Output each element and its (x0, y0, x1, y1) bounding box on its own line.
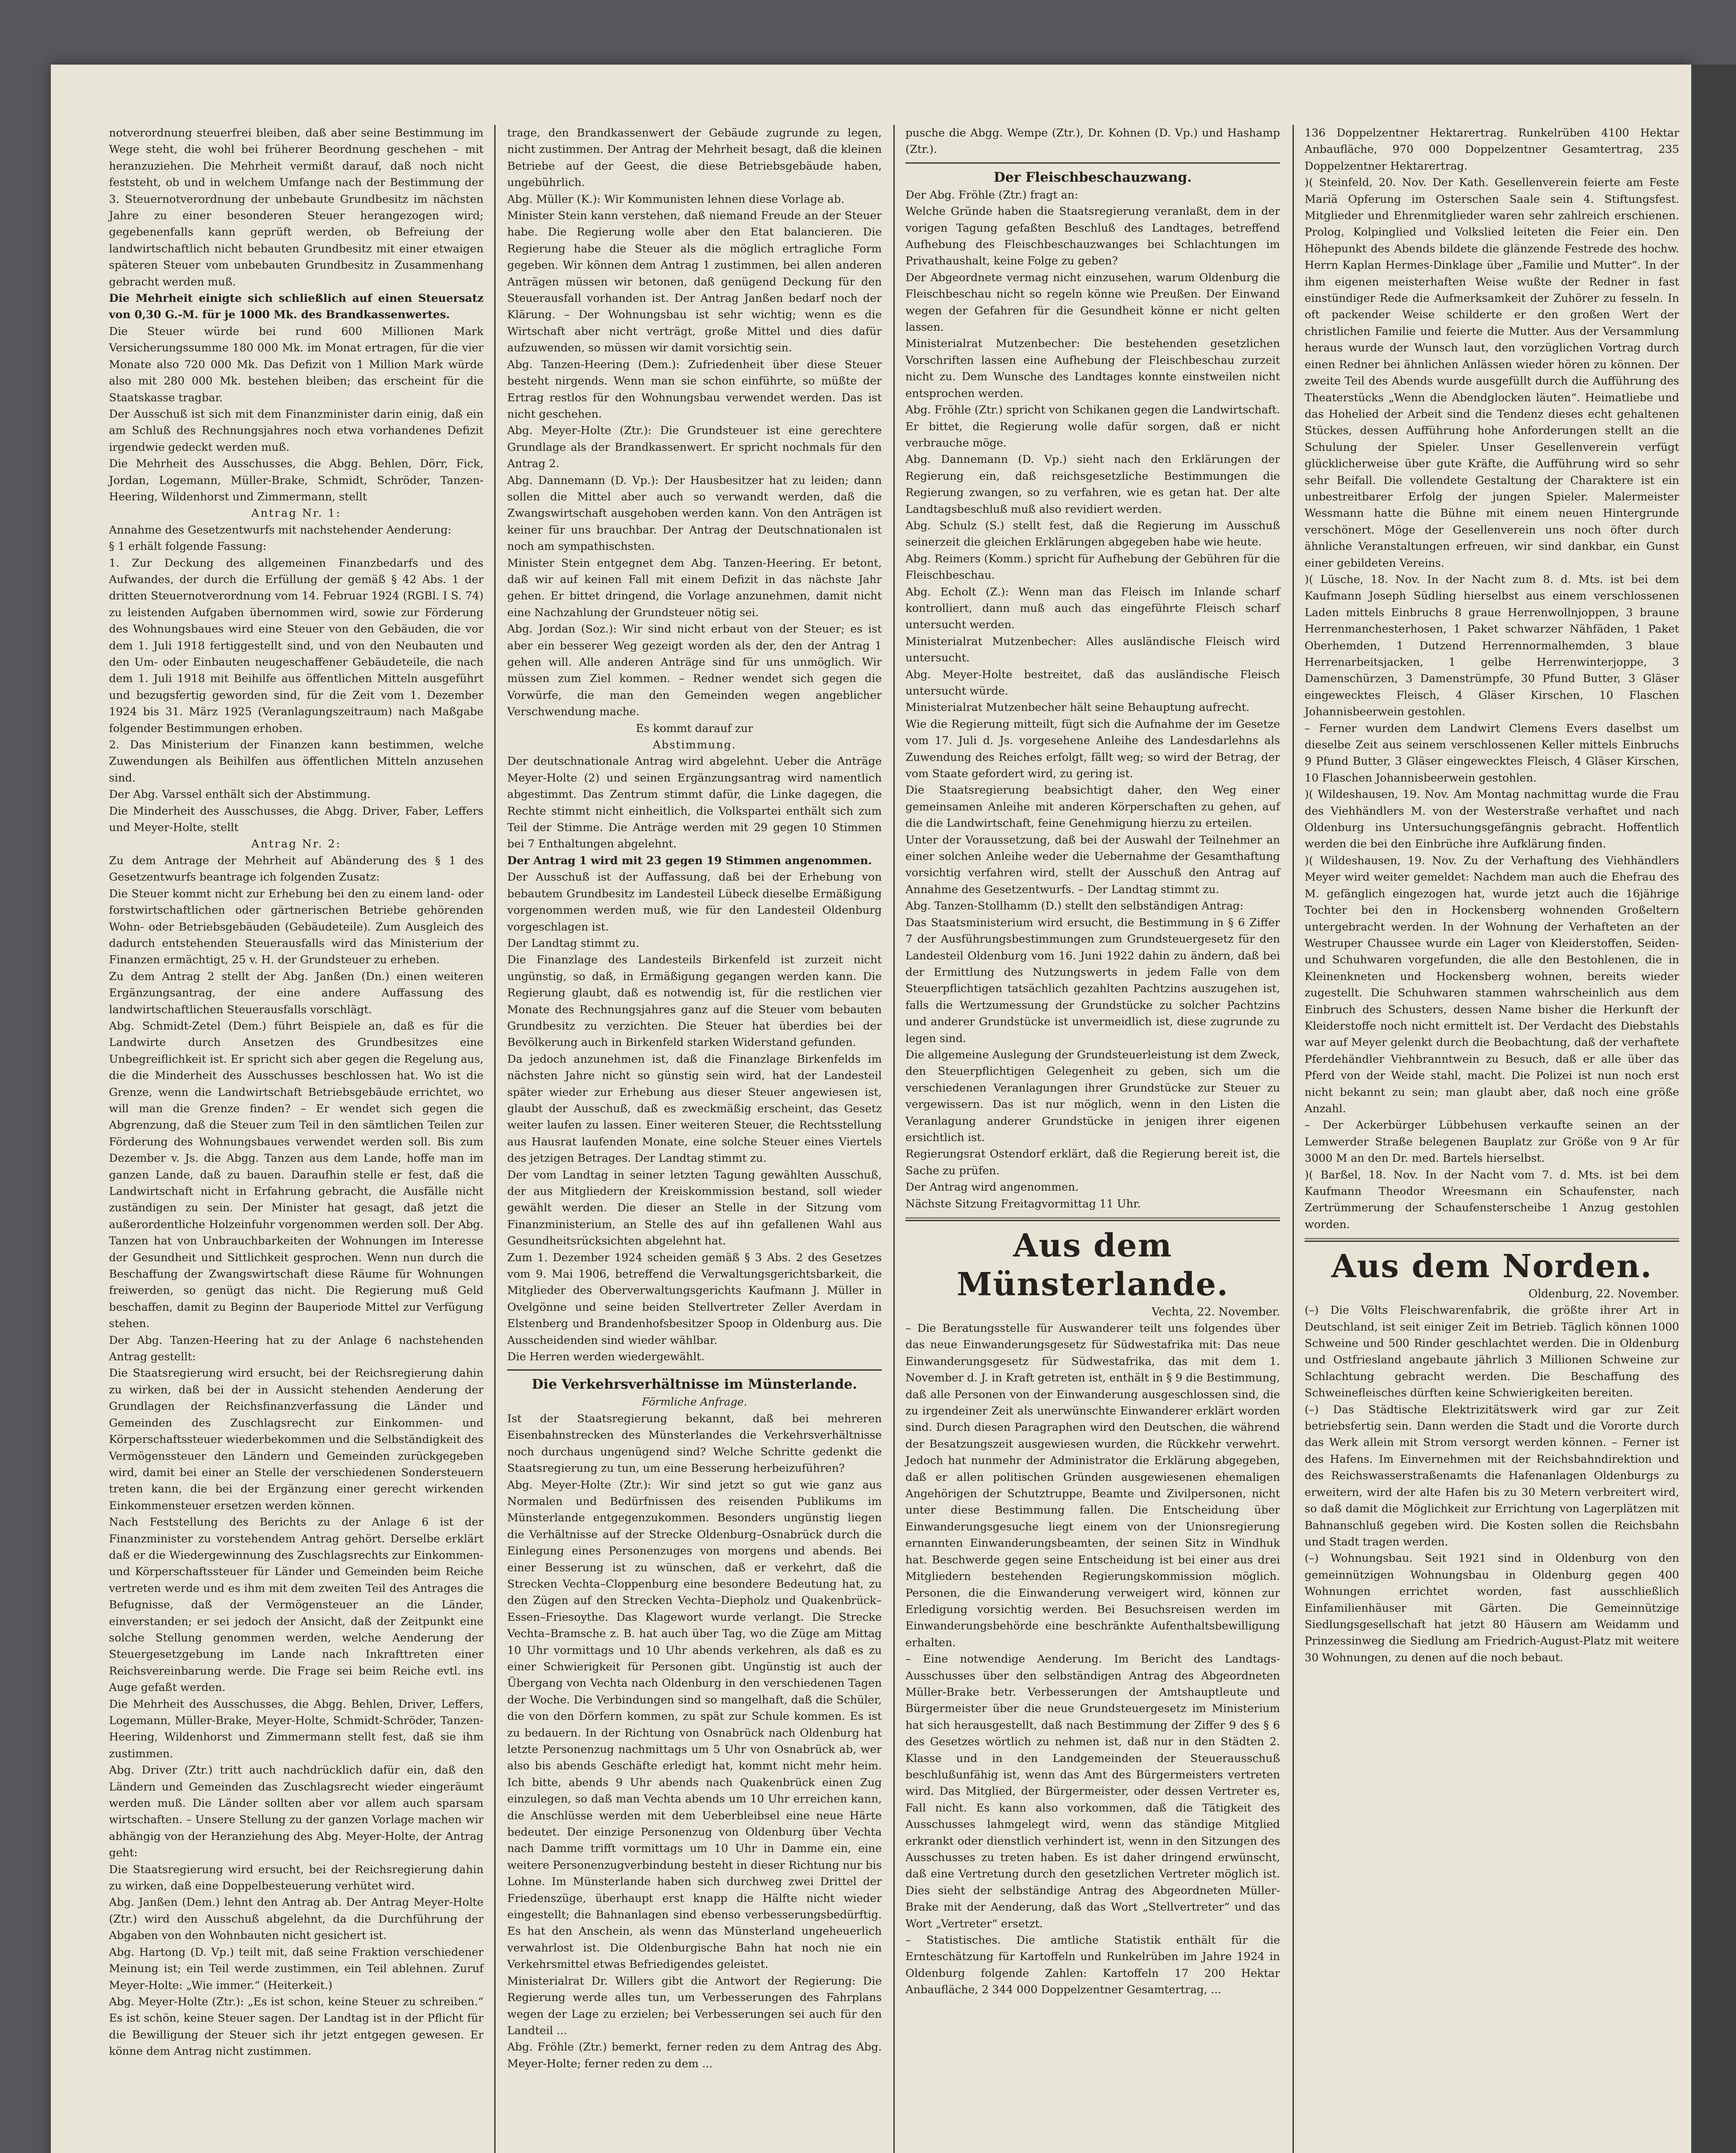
paragraph: Die Herren werden wiedergewählt. (507, 1350, 705, 1364)
paragraph: Der Abgeordnete vermag nicht einzusehen, warum Oldenburg die Fleischbeschau nicht so regeln könne wie Preußen. Der Einwand wegen der Gefahren für die Gesundheit könne er nicht gelten lassen. (905, 271, 1280, 334)
paragraph: Abg. Dannemann (D. Vp.) sieht nach den Erklärungen der Regierung ein, daß reichsgesetzliche Bestimmungen die Regierung zwangen, so zu verfahren, wie es getan hat. Der alte Landtagsbeschluß muß also revidiert werden. (905, 453, 1280, 516)
paragraph: Annahme des Gesetzentwurfs mit nachstehender Aenderung: (109, 523, 452, 537)
paragraph: Die Steuer kommt nicht zur Erhebung bei den zu einem land- oder forstwirtschaftlichen oder gärtnerischen Betriebe gehörenden Wohn- oder Betriebsgebäuden (Gebäudeteile). Zum Ausgleich des dadurch entstehenden Steuerausfalls wird das Ministerium der Finanzen ermächtigt, 25 v. H. der Grundsteuer zu erheben. (109, 887, 484, 967)
paragraph: – Statistisches. Die amtliche Statistik enthält für die Ernteschätzung für Kartoffeln und Runkelrüben im Jahre 1924 in Oldenburg folgende Zahlen: Kartoffeln 17 200 Hektar Anbaufläche, 2 344 000 Doppelzentner Gesamtertrag, ... (905, 1934, 1280, 1997)
section-heading: Die Verkehrsverhältnisse im Münsterlande. (532, 1377, 857, 1393)
section-heading: Aus dem Münsterlande. (957, 1227, 1229, 1303)
separator-line (507, 1369, 882, 1371)
subheading: Antrag Nr. 2: (251, 838, 341, 851)
paragraph: Abg. Schmidt-Zetel (Dem.) führt Beispiele an, daß es für die Landwirte durch Ansetzen des Grundbesitzes eine Unbegreiflichkeit ist. Er spricht sich aber gegen die Regelung aus, die die Minderheit des Ausschusses beschlossen hat. Wo ist die Grenze, wenn die Landwirtschaft Betriebsgebäude errichtet, wo will man die Grenze finden? – Er wendet sich gegen die Abgrenzung, daß die Steuer zum Teil in den sämtlichen Teilen zur Förderung des Wohnungsbaues verwendet werden soll. Bis zum Dezember v. Js. die Abgg. Tanzen aus dem Lande, hoffe man im ganzen Lande, daß zu bauen. Daraufhin stelle er fest, daß die Landwirtschaft nicht in Erfahrung gebracht, die Ausfälle nicht zuständigen zu sein. Der Minister hat gesagt, daß jetzt die außerordentliche Holzeinfuhr vorgenommen werden soll. Der Abg. Tanzen hat von Unbrauchbarkeiten der Wohnungen im Interesse der Gesundheit und Sittlichkeit gesprochen. Wenn nun durch die Beschaffung der Zwangswirtschaft diese Räume für Wohnungen freiwerden, so genügt das nicht. Die Regierung muß Geld beschaffen, damit zu Beginn der Bauperiode Mittel zur Verfügung stehen. (109, 1019, 484, 1331)
paragraph: Abg. Hartong (D. Vp.) teilt mit, daß seine Fraktion verschiedener Meinung ist; ein Teil werde zustimmen, ein Teil ablehnen. Zuruf Meyer-Holte: „Wie immer.“ (Heiterkeit.) (109, 1945, 484, 1992)
paragraph: Minister Stein entgegnet dem Abg. Tanzen-Heering. Er betont, daß wir auf keinen Fall mit einem Defizit in das nächste Jahr gehen. Er bittet dringend, die Vorlage anzunehmen, damit nicht eine Nachzahlung der Grundsteuer nötig sei. (507, 556, 882, 619)
paragraph: Abg. Schulz (S.) stellt fest, daß die Regierung im Ausschuß seinerzeit die gleichen Erklärungen abgegeben habe wie heute. (905, 519, 1280, 549)
dateline: Vechta, 22. November. (1151, 1306, 1280, 1318)
paragraph: Die allgemeine Auslegung der Grundsteuerleistung ist dem Zweck, den Steuerpflichtigen Gelegenheit zu geben, sich um die verschiedenen Veranlagungen ihrer Grundstücke zur Steuer zu vergewissern. Das ist nur möglich, wenn in den Listen die Veranlagung anderer Grundstücke in jenigen ihrer eigenen ersichtlich ist. (905, 1048, 1280, 1144)
separator-line (905, 162, 1280, 164)
paragraph: Abg. Tanzen-Stollhamm (D.) stellt den selbständigen Antrag: (905, 900, 1244, 913)
paragraph: Zum 1. Dezember 1924 scheiden gemäß § 3 Abs. 2 des Gesetzes vom 9. Mai 1906, betreffend die Verwaltungsgerichtsbarkeit, die Mitglieder des Oberverwaltungsgerichts Kaufmann J. Müller in Ovelgönne und seine beiden Stellvertreter Zeller Averdam in Elstenberg und Brandenhofsbesitzer Spoop in Oldenburg aus. Die Ausscheidenden sind wieder wählbar. (507, 1251, 882, 1347)
paragraph: Da jedoch anzunehmen ist, daß die Finanzlage Birkenfelds im nächsten Jahre nicht so günstig sein wird, hat der Landesteil später wieder zur Erhebung aus dieser Steuer angewiesen ist, glaubt der Ausschuß, daß es zweckmäßig erscheint, das Gesetz weiter laufen zu lassen. Einer weiteren Steuer, die Rechtsstellung aus Hausrat laufenden Monate, eine solche Steuer eines Viertels des jetzigen Betrages. Der Landtag stimmt zu. (507, 1052, 882, 1165)
paragraph: Unter der Voraussetzung, daß bei der Auswahl der Teilnehmer an einer solchen Anleihe weder die Uebernahme der Gesamthaftung vorsichtig verfahren wird, stellt der Ausschuß den Antrag auf Annahme des Gesetzentwurfs. – Der Landtag stimmt zu. (905, 833, 1280, 896)
column-4 (1305, 125, 1679, 1666)
paragraph: Ministerialrat Dr. Willers gibt die Antwort der Regierung: Die Regierung werde alles tun, um Verbesserungen des Fahrplans wegen der Lage zu erzielen; bei Verbesserungen sei auch für den Landteil ... (507, 1974, 882, 2037)
paragraph: Die Staatsregierung wird ersucht, bei der Reichsregierung dahin zu wirken, daß eine Doppelbesteuerung verhütet wird. (109, 1863, 484, 1893)
paragraph: Abg. Meyer-Holte (Ztr.): Die Grundsteuer ist eine gerechtere Grundlage als der Brandkassenwert. Er spricht nochmals für den Antrag 2. (507, 424, 882, 471)
paragraph: Ist der Staatsregierung bekannt, daß bei mehreren Eisenbahnstrecken des Münsterlandes die Verkehrsverhältnisse noch durchaus ungenügend sind? Welche Schritte gedenkt die Staatsregierung zu tun, um eine Besserung herbeizuführen? (507, 1412, 882, 1475)
paragraph: Abg. Jordan (Soz.): Wir sind nicht erbaut von der Steuer; es ist aber ein besserer Weg gezeigt worden als der, den der Antrag 1 gehen will. Alle anderen Anträge sind für uns unmöglich. Wir müssen zum Ziel kommen. – Redner wendet sich gegen die Vorwürfe, die man den Gemeinden wegen angeblicher Verschwendung mache. (507, 623, 882, 719)
paragraph: (–) Die Völts Fleischwarenfabrik, die größte ihrer Art in Deutschland, ist seit einiger Zeit im Betrieb. Täglich können 1000 Schweine und 500 Rinder geschlachtet werden. Die in Oldenburg und Ostfriesland angebaute jährlich 3 Millionen Schweine zur Schlachtung gebracht werden. Die Beschaffung des Schweinefleisches dürften keine Schwierigkeiten bereiten. (1305, 1304, 1679, 1400)
column-3 (905, 125, 1280, 1998)
paragraph: Abg. Fröhle (Ztr.) spricht von Schikanen gegen die Landwirtschaft. Er bittet, die Regierung wolle dafür sorgen, daß er nicht verbrauche möge. (905, 403, 1280, 450)
subheading: Antrag Nr. 1: (251, 507, 341, 520)
paragraph: trage, den Brandkassenwert der Gebäude zugrunde zu legen, nicht zustimmen. Der Antrag der Mehrheit besagt, daß die kleinen Betriebe auf der Geest, die diese Betriebsgebäude haben, ungebührlich. (507, 127, 882, 189)
column-2 (507, 125, 882, 2072)
paragraph: Ministerialrat Mutzenbecher: Alles ausländische Fleisch wird untersucht. (905, 635, 1280, 665)
column-rule (494, 125, 496, 2153)
paragraph: Abg. Janßen (Dem.) lehnt den Antrag ab. Der Antrag Meyer-Holte (Ztr.) wird den Ausschuß abgelehnt, da die Durchführung der Abgaben von den Wohnbauten nicht gesichert ist. (109, 1896, 484, 1942)
paragraph: Die Mehrheit des Ausschusses, die Abgg. Behlen, Driver, Leffers, Logemann, Müller-Brake, Meyer-Holte, Schmidt-Schröder, Tanzen-Heering, Wildenhorst und Zimmermann stellt fest, daß sie ihm zustimmen. (109, 1697, 484, 1760)
paragraph: )( Wildeshausen, 19. Nov. Am Montag nachmittag wurde die Frau des Viehhändlers M. von der Westerstraße verhaftet und nach Oldenburg ins Untersuchungsgefängnis gebracht. Hoffentlich werden die bei den Einbrüche ihre Aufklärung finden. (1305, 788, 1679, 851)
paragraph: Nach Feststellung des Berichts zu der Anlage 6 ist der Finanzminister zu vorstehendem Antrag gehört. Derselbe erklärt daß er die Wiedergewinnung des Zuschlagsrechts zur Einkommen- und Körperschaftssteuer für Länder und Gemeinden beim Reiche vertreten werde und es ihm mit dem zweiten Teil des Antrages die Befugnisse, daß der Vermögensteuer an die Länder, einverstanden; er sei jedoch der Ansicht, daß der Zeitpunkt eine solche Stellung genommen werden, welche Aenderung der Steuergesetzgebung im Lande nach Inkrafttreten einer Reichsvereinbarung werde. Die Frage sei beim Reiche evtl. ins Auge gefaßt werden. (109, 1516, 484, 1694)
paragraph: Die Mehrheit des Ausschusses, die Abgg. Behlen, Dörr, Fick, Jordan, Logemann, Müller-Brake, Schmidt, Schröder, Tanzen-Heering, Wildenhorst und Zimmermann, stellt (109, 457, 484, 503)
dateline: Oldenburg, 22. November. (1528, 1287, 1679, 1301)
paragraph: )( Wildeshausen, 19. Nov. Zu der Verhaftung des Viehhändlers Meyer wird weiter gemeldet: Nachdem man auch die Ehefrau des M. gefänglich eingezogen hat, wurde jetzt auch die 16jährige Tochter bei den in Hockensberg wohnenden Großeltern untergebracht werden. In der Wohnung der Verhafteten an der Westruper Chaussee wurde ein Lager von Kleiderstoffen, Seiden- und Schuhwaren vorgefunden, die alle den Bestohlenen, die in Kleinenkneten und Hockensberg wohnen, bereits wieder zugestellt. Die Schuhwaren stammen wahrscheinlich aus dem Einbruch des Schusters, dessen Name bisher die Herkunft der Kleiderstoffe noch nicht ermittelt ist. Der Verdacht des Diebstahls war auf Meyer gelenkt durch die Beobachtung, daß der verhaftete Pferdehändler Viehbranntwein zu Besuch, daß er alle über das Pferd von der Weide stahl, macht. Die Polizei ist nun noch erst nicht bekannt zu sein; man glaubt aber, daß noch eine größe Anzahl. (1305, 854, 1679, 1115)
page-edge-shadow (1691, 65, 1736, 2153)
paragraph: Der Landtag stimmt zu. (507, 937, 639, 950)
paragraph: )( Steinfeld, 20. Nov. Der Kath. Gesellenverein feierte am Feste Mariä Opferung im Osterschen Saale sein 4. Stiftungsfest. Mitglieder und Ehrenmitglieder waren sehr zahlreich erschienen. Prolog, Kolpinglied und Volkslied leiteten die Feier ein. Den Höhepunkt des Abends bildete die glänzende Festrede des hochw. Herrn Kaplan Hermes-Dinklage über „Familie und Mutter“. In der ihm eigenen meisterhaften Weise wußte der Redner in fast einstündiger Rede die Aufmerksamkeit der Zuhörer zu fesseln. In oft packender Weise schilderte er den großen Wert der christlichen Familie und feierte die Mutter. Aus der Versammlung heraus wurde der Wunsch laut, den vorzüglichen Vortrag durch einen Redner bei ähnlichen Anlässen wieder hören zu können. Der zweite Teil des Abends wurde ausgefüllt durch die Aufführung des Theaterstücks „Wenn die Abendglocken läuten“. Heimatliebe und das Hohelied der Arbeit sind die Tendenz dieses echt gehaltenen Stückes, dessen Aufführung hohe Anforderungen stellt an die Schulung der Spieler. Unser Gesellenverein verfügt glücklicherweise über gute Kräfte, die Aufführung wird so sehr sehr Beifall. Die vollendete Gestaltung der Charaktere ist ein unbestreitbarer Erfolg der jungen Spieler. Malermeister Wessmann hatte die Bühne mit einem neuen Hintergrunde verschönert. Möge der Gesellenverein uns noch öfter durch ähnliche Veranstaltungen erfreuen, wir sind dankbar, ein Gunst einer gebildeten Vereins. (1305, 176, 1679, 570)
paragraph: )( Lüsche, 18. Nov. In der Nacht zum 8. d. Mts. ist bei dem Kaufmann Joseph Südling hierselbst aus einem verschlossenen Laden mittels Einbruchs 8 graue Herrenwollnjoppen, 3 braune Herrenmanchesterhosen, 1 Paket schwarzer Nähfäden, 1 Paket Oberhemden, 1 Dutzend Herrennormalhemden, 3 blaue Herrenarbeitsjacken, 1 gelbe Herrenwinterjoppe, 3 Damenschürzen, 3 Damenstrümpfe, 30 Pfund Butter, 3 Gläser eingewecktes Fleisch, 4 Gläser Kirschen, 10 Flaschen Johannisbeerwein gestohlen. (1305, 573, 1679, 719)
newspaper-page (51, 65, 1691, 2153)
paragraph: Die Finanzlage des Landesteils Birkenfeld ist zurzeit nicht ungünstig, so daß, in Ermäßigung gegangen werden kann. Die Regierung glaubt, daß es notwendig ist, für die restlichen vier Monate des Rechnungsjahres ganz auf die Steuer vom bebauten Grundbesitz zu verzichten. Die Steuer hat überdies bei der Bevölkerung auch in Birkenfeld starken Widerstand gefunden. (507, 953, 882, 1049)
separator-line (905, 1217, 1280, 1221)
paragraph: (–) Wohnungsbau. Seit 1921 sind in Oldenburg von den gemeinnützigen Wohnungsbau in Oldenburg gegen 400 Wohnungen errichtet worden, fast ausschließlich Einfamilienhäuser mit Gärten. Die Gemeinnützige Siedlungsgesellschaft hat jetzt 80 Häusern am Weidamm und Prinzessinweg die Siedlung am Friedrich-August-Platz mit weitere 30 Wohnungen, zu denen auf die noch bebaut. (1305, 1552, 1679, 1664)
paragraph: Die Staatsregierung wird ersucht, bei der Reichsregierung dahin zu wirken, daß bei der in Aussicht stehenden Aenderung der Grundlagen der Reichsfinanzverfassung die Länder und Gemeinden des Zuschlagsrecht zur Einkommen- und Körperschaftssteuer wiederbekommen und die Selbständigkeit des Vermögenssteuer den Ländern und Gemeinden zurückgegeben wird, damit bei einer an Stelle der verschiedenen Sondersteuern treten kann, die bei der Ergänzung einer gerecht wirkenden Einkommensteuer ersetzen werden können. (109, 1367, 484, 1512)
paragraph: Abg. Echolt (Z.): Wenn man das Fleisch im Inlande scharf kontrolliert, dann muß auch das eingeführte Fleisch scharf untersucht werden. (905, 585, 1280, 632)
paragraph: Welche Gründe haben die Staatsregierung veranlaßt, dem in der vorigen Tagung gefaßten Beschluß des Landtages, betreffend Aufhebung des Fleischbeschauzwanges bei Schlachtungen im Privathaushalt, keine Folge zu geben? (905, 205, 1280, 268)
paragraph: – Ferner wurden dem Landwirt Clemens Evers daselbst um dieselbe Zeit aus seinem verschlossenen Keller mittels Einbruchs 9 Pfund Butter, 3 Gläser eingewecktes Fleisch, 4 Gläser Kirschen, 10 Flaschen Johannisbeerwein gestohlen. (1305, 722, 1679, 785)
paragraph: Nächste Sitzung Freitagvormittag 11 Uhr. (905, 1197, 1141, 1210)
paragraph: Der Ausschuß ist der Auffassung, daß bei der Erhebung von bebautem Grundbesitz im Landesteil Lübeck dieselbe Ermäßigung vorgenommen werden muß, wie für den Landesteil Oldenburg vorgeschlagen ist. (507, 871, 882, 934)
paragraph: Abg. Meyer-Holte bestreitet, daß das ausländische Fleisch untersucht würde. (905, 668, 1280, 698)
paragraph: Abg. Reimers (Komm.) spricht für Aufhebung der Gebühren für die Fleischbeschau. (905, 552, 1280, 582)
subheading: Abstimmung. (653, 738, 736, 752)
paragraph: Der Antrag wird angenommen. (905, 1181, 1079, 1194)
paragraph: Zu dem Antrage der Mehrheit auf Abänderung des § 1 des Gesetzentwurfs beantrage ich folgenden Zusatz: (109, 854, 484, 884)
paragraph: Der Abg. Varssel enthält sich der Abstimmung. (109, 788, 371, 801)
paragraph: pusche die Abgg. Wempe (Ztr.), Dr. Kohnen (D. Vp.) und Hashamp (Ztr.). (905, 127, 1280, 156)
paragraph: Abg. Fröhle (Ztr.) bemerkt, ferner reden zu dem Antrag des Abg. Meyer-Holte; ferner reden zu dem ... (507, 2041, 882, 2070)
paragraph: Der vom Landtag in seiner letzten Tagung gewählten Ausschuß, der aus Mitgliedern der Kreiskommission bestand, soll wieder gewählt werden. Die dieser an Stelle in der Sitzung vom Finanzministerium, an Stelle des auf ihn gefallenen Wahl aus Gesundheitsrücksichten abgelehnt hat. (507, 1168, 882, 1248)
column-rule (1293, 125, 1294, 2153)
paragraph: Wie die Regierung mitteilt, fügt sich die Aufnahme der im Gesetze vom 17. Juli d. Js. vorgesehene Anleihe des Landesdarlehns als Zuwendung des Reiches erfolgt, fällt weg; so wird der Betrag, der vom Staate gefordert wird, zu gering ist. (905, 717, 1280, 781)
paragraph: – Der Ackerbürger Lübbehusen verkaufte seinen an der Lemwerder Straße belegenen Bauplatz zur Größe von 9 Ar für 3000 M an den Dr. med. Bartels hierselbst. (1305, 1119, 1679, 1165)
paragraph: Ministerialrat Mutzenbecher hält seine Behauptung aufrecht. (905, 701, 1250, 714)
paragraph: Die Minderheit des Ausschusses, die Abgg. Driver, Faber, Leffers und Meyer-Holte, stellt (109, 804, 484, 835)
section-heading: Der Fleischbeschauzwang. (993, 169, 1192, 185)
paragraph: )( Barßel, 18. Nov. In der Nacht vom 7. d. Mts. ist bei dem Kaufmann Theodor Wreesmann ein Schaufenster, nach Zertrümmerung der Schaufensterscheibe 1 Anzug gestohlen worden. (1305, 1168, 1679, 1231)
separator-line (1305, 1238, 1679, 1242)
paragraph: Die Mehrheit einigte sich schließlich auf einen Steuersatz von 0,30 G.-M. für je 1000 Mk. des Brandkassenwertes. (109, 292, 484, 322)
paragraph: Zu dem Antrag 2 stellt der Abg. Janßen (Dn.) einen weiteren Ergänzungsantrag, der eine andere Auffassung des landwirtschaftlichen Steuerausfalls vorschlägt. (109, 970, 484, 1016)
paragraph: Der Abg. Tanzen-Heering hat zu der Anlage 6 nachstehenden Antrag gestellt: (109, 1334, 484, 1364)
paragraph: Die Steuer würde bei rund 600 Millionen Mark Versicherungssumme 180 000 Mk. im Monat ertragen, für die vier Monate also 720 000 Mk. Das Defizit von 1 Million Mark würde also mit 280 000 Mk. bestehen bleiben; das erscheint für die Staatskasse tragbar. (109, 325, 484, 404)
paragraph: Der Antrag 1 wird mit 23 gegen 19 Stimmen angenommen. (507, 854, 872, 867)
paragraph: Abg. Müller (K.): Wir Kommunisten lehnen diese Vorlage ab. (507, 192, 845, 206)
paragraph: Regierungsrat Ostendorf erklärt, daß die Regierung bereit ist, die Sache zu prüfen. (905, 1148, 1280, 1177)
paragraph: Ministerialrat Mutzenbecher: Die bestehenden gesetzlichen Vorschriften lassen eine Aufhebung der Fleischbeschau zurzeit nicht zu. Dem Wunsche des Landtages konnte einstweilen nicht entsprochen werden. (905, 337, 1280, 400)
paragraph: Abg. Tanzen-Heering (Dem.): Zufriedenheit über diese Steuer besteht nirgends. Wenn man sie schon einführte, so müßte der Ertrag restlos für den Wohnungsbau verwendet werden. Das ist nicht geschehen. (507, 358, 882, 421)
paragraph: notverordnung steuerfrei bleiben, daß aber seine Bestimmung im Wege steht, die wohl bei früherer Beordnung geschehen – mit heranzuziehen. Die Mehrheit vermißt darauf, daß noch nicht feststeht, ob und in welchem Umfange nach der Bestimmung der 3. Steuernotverordnung der unbebaute Grundbesitz im nächsten Jahre zu einer besonderen Steuer herangezogen wird; gegebenenfalls kann geprüft werden, ob Befreiung der landwirtschaftlich nicht bebauten Grundbesitz mit einer etwaigen späteren Steuer vom unbebauten Grundbesitz in Zusammenhang gebracht werden muß. (109, 127, 484, 289)
paragraph: Abg. Meyer-Holte (Ztr.): „Es ist schon, keine Steuer zu schreiben.“ Es ist schön, keine Steuer sagen. Der Landtag ist in der Pflicht für die Bewilligung der Steuer sich ihr jetzt entgegen gewesen. Er könne dem Antrag nicht zustimmen. (109, 1995, 484, 2058)
paragraph: Die Staatsregierung beabsichtigt daher, den Weg einer gemeinsamen Anleihe mit anderen Körperschaften zu gehen, auf die die Landwirtschaft, feine Genehmigung hierzu zu erteilen. (905, 784, 1280, 830)
paragraph: § 1 erhält folgende Fassung: (109, 540, 267, 553)
paragraph: Abg. Meyer-Holte (Ztr.): Wir sind jetzt so gut wie ganz aus Normalen und Bedürfnissen des reisenden Publikums im Münsterlande entgegenzukommen. Besonders ungünstig liegen die Verhältnisse auf der Strecke Oldenburg–Osnabrück durch die Einlegung eines Personenzuges von morgens und abends. Bei einer Besserung ist zu wünschen, daß er verkehrt, daß die Strecken Vechta–Cloppenburg eine besondere Bedeutung hat, zu den Zügen auf den Strecken Vechta–Diepholz und Quakenbrück–Essen–Friesoythe. Das Klagewort wurde verlangt. Die Strecke Vechta–Bramsche z. B. hat auch über Tag, wo die Züge am Mittag 10 Uhr vormittags und 10 Uhr abends verkehren, als daß es zu einer Schwierigkeit für Personen gibt. Ungünstig ist auch der Übergang von Vechta nach Oldenburg in den verschiedenen Tagen der Woche. Die Verbindungen sind so mangelhaft, daß die Schüler, die von den Dörfern kommen, zu spät zur Schule kommen. Es ist zu bedauern. In der Richtung von Osnabrück nach Oldenburg hat letzte Personenzug nachmittags um 5 Uhr von Osnabrück ab, wer also bis abends Geschäfte erledigt hat, kommt nicht mehr heim. Ich bitte, abends 9 Uhr abends nach Quakenbrück einen Zug einzulegen, so daß man Vechta abends um 10 Uhr erreichen kann, die Anschlüsse werden mit dem Ueberbleibsel eine neue Härte bedeutet. Der einzige Personenzug von Oldenburg über Vechta nach Damme trifft vormittags um 10 Uhr in Damme ein, eine weitere Personenzugverbindung besteht in dieser Richtung nur bis Lohne. Im Münsterlande haben sich durchweg zwei Drittel der Friedenszüge, überhaupt erst knapp die Hälfte nicht wieder eingestellt; die Bahnanlagen sind ebenso verbesserungsbedürftig. Es hat den Anschein, als wenn das Münsterland ungeheuerlich verwahrlost ist. Die Oldenburgische Bahn hat noch nie ein Verkehrsmittel etwas Befriedigendes geleistet. (507, 1478, 882, 1971)
paragraph: Abg. Driver (Ztr.) tritt auch nachdrücklich dafür ein, daß den Ländern und Gemeinden das Zuschlagsrecht wieder eingeräumt werden muß. Die Länder sollten aber vor allem auch sparsam wirtschaften. – Unsere Stellung zu der ganzen Vorlage machen wir abhängig von der Heranziehung des Abg. Meyer-Holte, der Antrag geht: (109, 1764, 484, 1860)
paragraph: Der deutschnationale Antrag wird abgelehnt. Ueber die Anträge Meyer-Holte (2) und seinen Ergänzungsantrag wird namentlich abgestimmt. Das Zentrum stimmt dafür, die Linke dagegen, die Rechte stimmt nicht einheitlich, die Volkspartei enthält sich zum Teil der Stimme. Die Anträge werden mit 29 gegen 10 Stimmen bei 7 Enthaltungen abgelehnt. (507, 755, 882, 851)
paragraph: Abg. Dannemann (D. Vp.): Der Hausbesitzer hat zu leiden; dann sollen die Mittel aber auch so verwandt werden, daß die Zwangswirtschaft ausgehoben werden kann. Von den Anträgen ist keiner für uns brauchbar. Der Antrag der Deutschnationalen ist noch am sympathischsten. (507, 474, 882, 553)
section-heading: Aus dem Norden. (1331, 1248, 1652, 1285)
paragraph: Der Abg. Fröhle (Ztr.) fragt an: (905, 188, 1079, 202)
paragraph: – Eine notwendige Aenderung. Im Bericht des Landtags-Ausschusses über den selbständigen Antrag des Abgeordneten Müller-Brake betr. Verbesserungen der Amtshauptleute und Bürgermeister über die neue Grundsteuergesetz im Ministerium hat sich herausgestellt, daß nach Bestimmung der Ziffer 9 des § 6 des Gesetzes wörtlich zu nehmen ist, daß nur in den Städten 2. Klasse und in den Landgemeinden der Steuerausschuß beschlußunfähig ist, wenn das Amt des Bürgermeisters vertreten wird. Das Mitglied, der Bürgermeister, oder dessen Vertreter es, Fall nicht. Es kann also vorkommen, daß die Tätigkeit des Ausschusses lahmgelegt wird, wenn das ständige Mitglied erkrankt oder dienstlich verhindert ist, wenn in den Sitzungen des Ausschusses zu treten haben. Es ist daher dringend erwünscht, daß eine Vertretung durch den gesetzlichen Vertreter möglich ist. Dies sieht der selbständige Antrag des Abgeordneten Müller-Brake mit der Aenderung, daß das Wort „Stellvertreter“ und das Wort „Vertreter“ ersetzt. (905, 1653, 1280, 1930)
column-1 (109, 125, 484, 2060)
paragraph: – Die Beratungsstelle für Auswanderer teilt uns folgendes über das neue Einwanderungsgesetz für Südwestafrika mit: Das neue Einwanderungsgesetz für Südwestafrika, das mit dem 1. November d. J. in Kraft getreten ist, enthält in § 9 die Bestimmung, daß alle Personen von der Einwanderung ausgeschlossen sind, die zu irgendeiner Zeit als unerwünschte Einwanderer erklärt worden sind. Durch diesen Paragraphen wird den Deutschen, die während der Besatzungszeit ausgewiesen wurden, die Rückkehr verwehrt. Jedoch hat nunmehr der Administrator die Erklärung abgegeben, daß er allen politischen Gründen ausgewiesenen ehemaligen Angehörigen der Schutztruppe, Beamte und Zivilpersonen, nicht unter diese Bestimmung fallen. Die Entscheidung über Einwanderungsgesuche liegt einem von der Unionsregierung ernannten Einwanderungsbeamten, der seinen Sitz in Windhuk hat. Beschwerde gegen seine Entscheidung ist bei einer aus drei Mitgliedern bestehenden Regierungskommission möglich. Personen, die die Einwanderung verweigert wird, können zur Erledigung vorsichtig werden. Bei Besuchsreisen werden im Einwanderungsbehörde eine beschränkte Aufenthaltsbewilligung erhalten. (905, 1322, 1280, 1649)
paragraph: Das Staatsministerium wird ersucht, die Bestimmung in § 6 Ziffer 7 der Ausführungsbestimmungen zum Grundsteuergesetz für den Landesteil Oldenburg vom 16. Juni 1922 dahin zu ändern, daß bei der Ermittlung des Nutzungswerts in jedem Falle von dem Steuerpflichtigen tatsächlich gezahlten Pachtzins auszugehen ist, falls die Wertzumessung der Grundstücke zu solcher Pachtzins und anderer Grundstücke ist unvermeidlich ist, diese zugrunde zu legen sind. (905, 916, 1280, 1045)
paragraph: 2. Das Ministerium der Finanzen kann bestimmen, welche Zuwendungen als Beihilfen aus öffentlichen Mitteln anzusehen sind. (109, 738, 484, 785)
paragraph: 1. Zur Deckung des allgemeinen Finanzbedarfs und des Aufwandes, der durch die Erfüllung der gemäß § 42 Abs. 1 der dritten Steuernotverordnung vom 14. Februar 1924 (RGBl. I S. 74) zu leistenden Aufgaben übernommen wird, sowie zur Förderung des Wohnungsbaues wird eine Steuer von den Gebäuden, die vor dem 1. Juli 1918 fertiggestellt sind, und von den Neubauten und den Um- oder Einbauten neugeschaffener Gebäudeteile, die nach dem 1. Juli 1918 mit Beihilfe aus öffentlichen Mitteln ausgeführt und bezugsfertig geworden sind, für die Zeit vom 1. Dezember 1924 bis 31. März 1925 (Veranlagungszeitraum) nach Maßgabe folgender Bestimmungen erhoben. (109, 556, 484, 735)
paragraph: Der Ausschuß ist sich mit dem Finanzminister darin einig, daß ein am Schluß des Rechnungsjahres noch etwa vorhandenes Defizit irgendwie gedeckt werden muß. (109, 407, 484, 454)
paragraph: Es kommt darauf zur (636, 722, 753, 735)
paragraph: Minister Stein kann verstehen, daß niemand Freude an der Steuer habe. Die Regierung wolle aber den Etat balancieren. Die Regierung habe die Steuer als die möglich ertragliche Form gegeben. Wir können dem Antrag 1 zustimmen, bei allen anderen Anträgen müssen wir betonen, daß genügend Deckung für den Steuerausfall vorhanden ist. Der Antrag Janßen bedarf noch der Klärung. – Der Wohnungsbau ist sehr wichtig; wenn es die Wirtschaft aber nicht verträgt, große Mittel und dies dafür aufzuwenden, so müssen wir damit vorsichtig sein. (507, 209, 882, 355)
paragraph: 136 Doppelzentner Hektarertrag. Runkelrüben 4100 Hektar Anbaufläche, 970 000 Doppelzentner Gesamtertrag, 235 Doppelzentner Hektarertrag. (1305, 127, 1679, 173)
column-rule (893, 125, 895, 2153)
paragraph: (–) Das Städtische Elektrizitätswerk wird gar zur Zeit betriebsfertig sein. Dann werden die Stadt und die Vororte durch das Werk allein mit Strom versorgt werden können. – Ferner ist des Hafens. Im Einvernehmen mit der Reichsbahndirektion und des Reichswasserstraßenamts die Hafenanlagen Oldenburgs zu erweitern, wird der alte Hafen bis zu 30 Metern verbreitert wird, so daß damit die Möglichkeit zur Errichtung von Lagerplätzen mit Bahnanschluß gegeben wird. Die Kosten sollen die Reichsbahn und Stadt tragen werden. (1305, 1403, 1679, 1548)
section-subheading: Förmliche Anfrage. (642, 1396, 747, 1408)
